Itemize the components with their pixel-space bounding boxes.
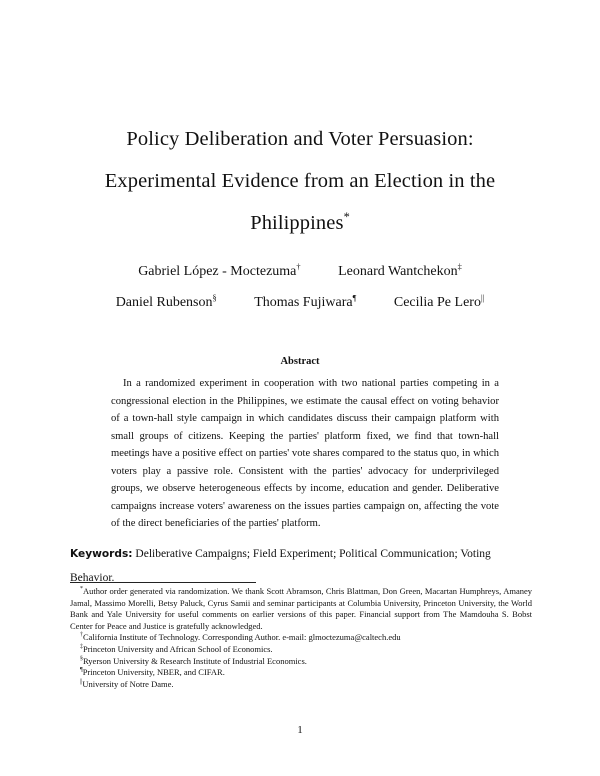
footnote: [70, 679, 532, 691]
author: [338, 256, 462, 287]
author-row-1: [40, 256, 560, 287]
author-name: Leonard Wantchekon: [338, 264, 458, 279]
footnote-text: Author order generated via randomization. We thank Scott Abramson, Chris Blattman, Don Green, Macartan Humphreys, Amaney Jamal, Massimo Morelli, Betsy Paluck, Cyrus Samii and seminar participants at Columbia University, Princeton University, the World Bank and Yale University for useful comments on earlier versions of this paper. Financial support from The Mamdouha S. Bobst Center for Peace and Justice is gratefully acknowledged.: [70, 586, 532, 631]
footnote-text: University of Notre Dame.: [82, 678, 174, 689]
keywords-text: Deliberative Campaigns; Field Experiment; Political Communication; Voting Behavior.: [70, 548, 491, 584]
author-name: Daniel Rubenson: [115, 295, 213, 310]
title-footnote-mark: *: [343, 210, 350, 225]
footnote-text: Princeton University and African School of Economics.: [82, 643, 273, 654]
footnote-mark: ‡: [80, 644, 83, 651]
footnote: [70, 667, 532, 679]
footnote-text: Ryerson University & Research Institute of Industrial Economics.: [82, 655, 307, 666]
author-mark: †: [296, 262, 301, 272]
footnote-rule: [70, 582, 256, 583]
author: [254, 287, 356, 318]
author: [116, 287, 217, 318]
footnote-mark: §: [80, 655, 83, 662]
footnote-mark: ¶: [80, 667, 83, 674]
footnote-text: California Institute of Technology. Corresponding Author. e-mail: glmoctezuma@caltech.edu: [82, 632, 401, 643]
footnote: [70, 632, 532, 644]
title-line-3: [40, 202, 560, 244]
footnote: [70, 586, 532, 632]
footnote-mark: †: [80, 632, 83, 639]
author-list: [40, 256, 560, 318]
footnote: [70, 656, 532, 668]
keywords-label: Keywords:: [70, 548, 133, 560]
author-mark: ‡: [457, 262, 462, 272]
abstract-text: In a randomized experiment in cooperation with two national parties competing in a congressional election in the Philippines, we estimate the causal effect on voting behavior of a town-hall style campaign in which candidates discuss their campaign platform with small groups of citizens. Keeping the parties' platform fixed, we find that town-hall meetings have a positive effect on parties' vote shares compared to the status quo, in which voters play a passive role. Consistent with the parties' advocacy for underprivileged groups, we observe heterogeneous effects by income, education and gender. Deliberative campaigns increase voters' awareness on the issues parties campaign on, affecting the vote of the direct beneficiaries of the parties' platform.: [111, 378, 499, 529]
title-line-1: Policy Deliberation and Voter Persuasion:: [126, 128, 474, 150]
author-mark: ||: [480, 293, 485, 303]
author-mark: §: [212, 293, 217, 303]
author: [394, 287, 484, 318]
footnotes: [70, 586, 532, 690]
author-name: Thomas Fujiwara: [254, 295, 353, 310]
paper-title: [40, 118, 560, 244]
author-row-2: [40, 287, 560, 318]
page-number: 1: [297, 724, 303, 736]
footnote-mark: *: [80, 586, 83, 593]
footnote-text: Princeton University, NBER, and CIFAR.: [82, 667, 225, 678]
author: [138, 256, 300, 287]
author-mark: ¶: [352, 293, 357, 303]
footnote: [70, 644, 532, 656]
abstract-heading: Abstract: [280, 356, 320, 367]
footnote-mark: ||: [80, 678, 83, 685]
title-line-3-text: Philippines: [250, 212, 344, 234]
author-name: Gabriel López - Moctezuma: [138, 264, 297, 279]
author-name: Cecilia Pe Lero: [393, 295, 481, 310]
title-line-2: Experimental Evidence from an Election in the: [104, 170, 496, 192]
